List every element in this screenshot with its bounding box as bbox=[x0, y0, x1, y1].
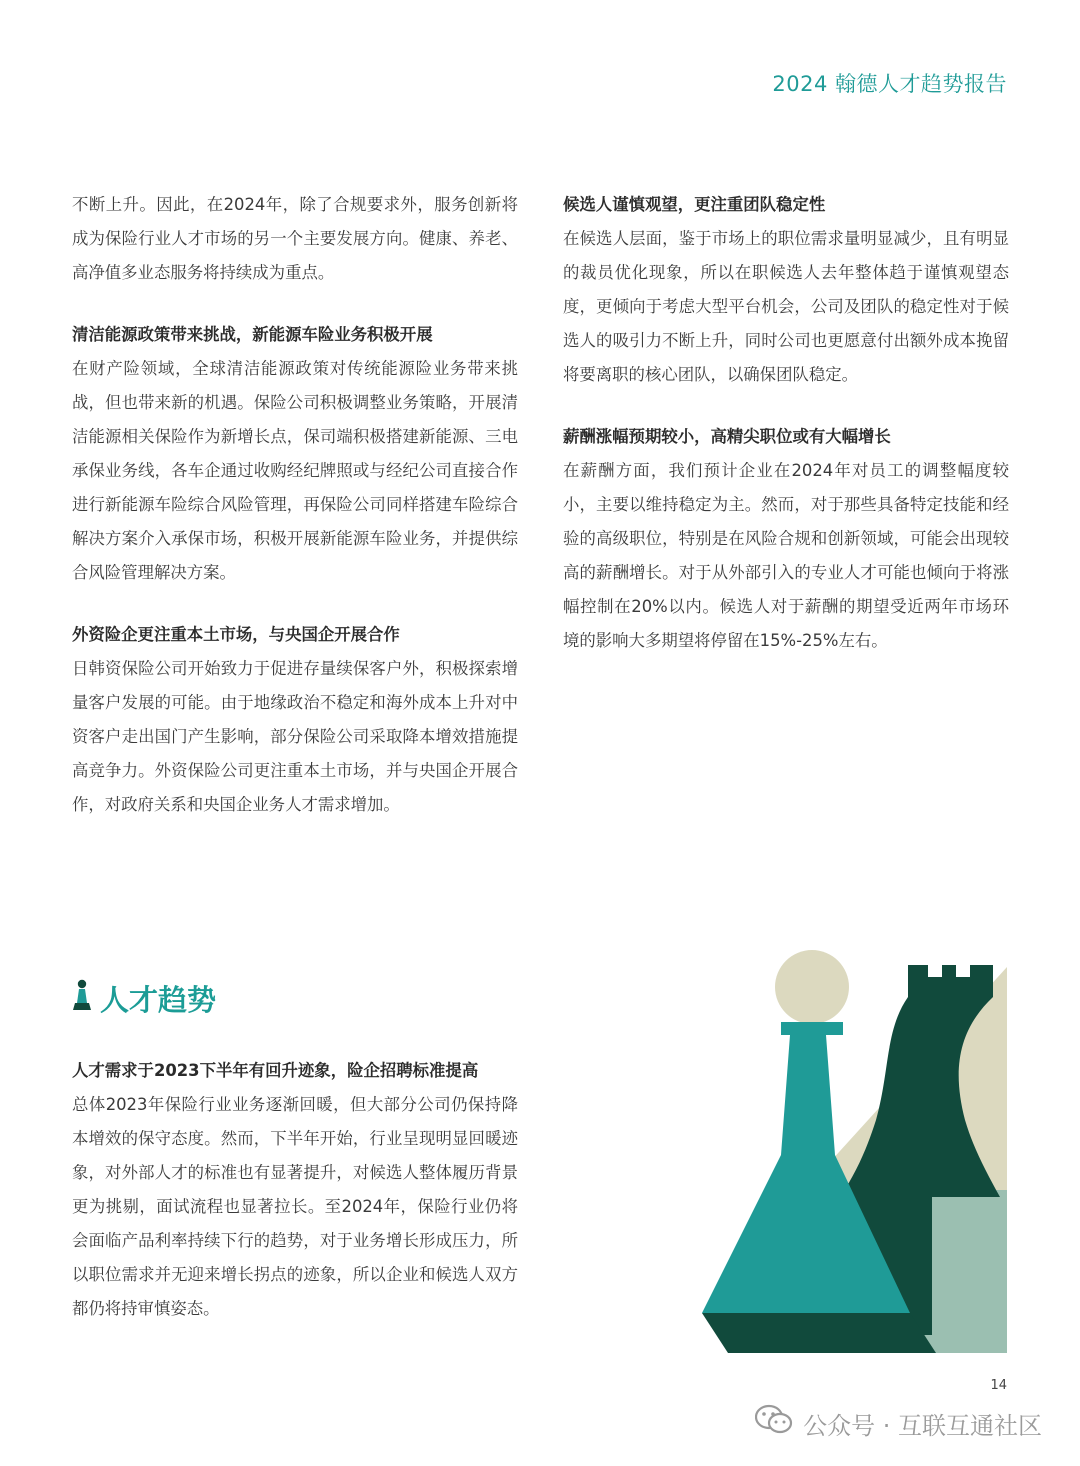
section-heading-clean-energy: 清洁能源政策带来挑战，新能源车险业务积极开展 bbox=[72, 325, 433, 344]
watermark bbox=[755, 1405, 1042, 1441]
talent-trend-body: 总体2023年保险行业业务逐渐回暖，但大部分公司仍保持降本增效的保守态度。然而，下半年开始，行业呈现明显回暖迹象，对外部人才的标准也有显著提升，对候选人整体履历背景更为挑剔，面试流程也显著拉长。至2024年，保险行业仍将会面临产品利率持续下行的趋势，对于业务增长形成压力，所以职位需求并无迎来增长拐点的迹象，所以企业和候选人双方都仍将持审慎姿态。 bbox=[72, 1095, 518, 1318]
watermark-text: 公众号 · 互联互通社区 bbox=[803, 1411, 1042, 1440]
intro-paragraph: 不断上升。因此，在2024年，除了合规要求外，服务创新将成为保险行业人才市场的另一个主要发展方向。健康、养老、高净值多业态服务将持续成为重点。 bbox=[72, 195, 518, 282]
section-body-candidates: 在候选人层面，鉴于市场上的职位需求量明显减少，且有明显的裁员优化现象，所以在职候选人去年整体趋于谨慎观望态度，更倾向于考虑大型平台机会，公司及团队的稳定性对于候选人的吸引力不断上升，同时公司也更愿意付出额外成本挽留将要离职的核心团队，以确保团队稳定。 bbox=[563, 229, 1009, 384]
page-number: 14 bbox=[990, 1378, 1007, 1393]
section-body-clean-energy: 在财产险领域，全球清洁能源政策对传统能源险业务带来挑战，但也带来新的机遇。保险公司积极调整业务策略，开展清洁能源相关保险作为新增长点，保司端积极搭建新能源、三电承保业务线，各车企通过收购经纪牌照或与经纪公司直接合作进行新能源车险综合风险管理，再保险公司同样搭建车险综合解决方案介入承保市场，积极开展新能源车险业务，并提供综合风险管理解决方案。 bbox=[72, 359, 518, 582]
wechat-icon bbox=[755, 1404, 803, 1442]
report-header-title: 2024 翰德人才趋势报告 bbox=[772, 72, 1007, 96]
section-heading-salary: 薪酬涨幅预期较小，高精尖职位或有大幅增长 bbox=[563, 427, 891, 446]
talent-trend-heading: 人才需求于2023下半年有回升迹象，险企招聘标准提高 bbox=[72, 1061, 479, 1080]
section-body-foreign-insurers: 日韩资保险公司开始致力于促进存量续保客户外，积极探索增量客户发展的可能。由于地缘政治不稳定和海外成本上升对中资客户走出国门产生影响，部分保险公司采取降本增效措施提高竞争力。外资保险公司更注重本土市场，并与央国企开展合作，对政府关系和央国企业务人才需求增加。 bbox=[72, 659, 518, 814]
pawn-head bbox=[775, 950, 849, 1024]
chess-pawn-icon bbox=[72, 979, 92, 1017]
chess-illustration bbox=[700, 935, 1010, 1355]
section-heading-candidates: 候选人谨慎观望，更注重团队稳定性 bbox=[563, 195, 826, 214]
talent-trend-block bbox=[72, 1054, 518, 1326]
pawn-base bbox=[702, 1313, 936, 1353]
talent-trend-title: 人才趋势 bbox=[100, 982, 217, 1017]
section-heading-foreign-insurers: 外资险企更注重本土市场，与央国企开展合作 bbox=[72, 625, 400, 644]
left-column bbox=[72, 188, 518, 822]
talent-trend-section-header bbox=[72, 975, 216, 1021]
section-body-salary: 在薪酬方面，我们预计企业在2024年对员工的调整幅度较小，主要以维持稳定为主。然而，对于那些具备特定技能和经验的高级职位，特别是在风险合规和创新领域，可能会出现较高的薪酬增长。对于从外部引入的专业人才可能也倾向于将涨幅控制在20%以内。候选人对于薪酬的期望受近两年市场环境的影响大多期望将停留在15%-25%左右。 bbox=[563, 461, 1009, 650]
right-column bbox=[563, 188, 1009, 658]
